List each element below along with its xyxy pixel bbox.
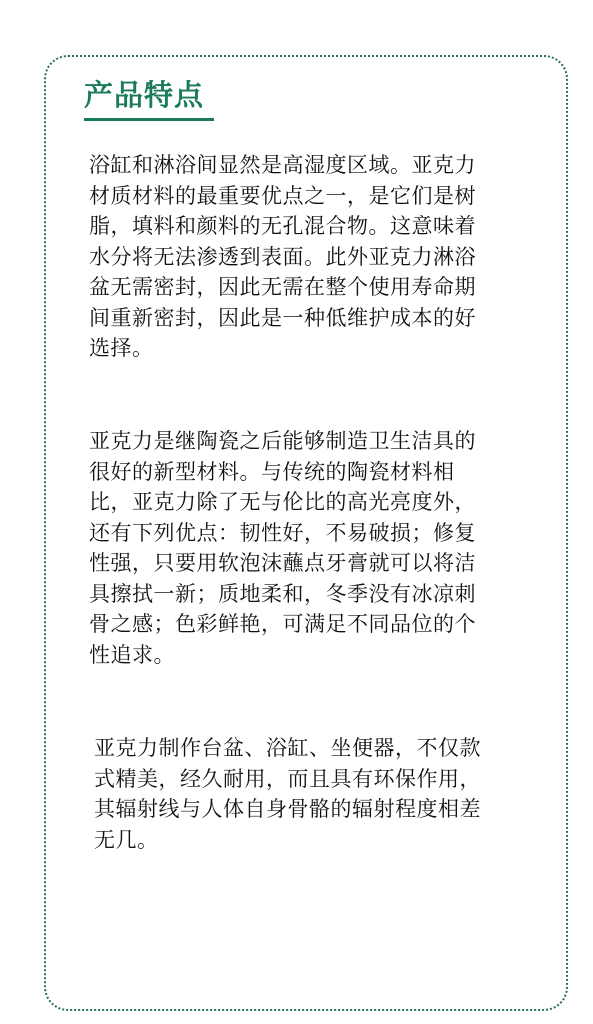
paragraph-line: 浴缸和淋浴间显然是高湿度区域。亚克力 [89, 153, 476, 177]
paragraph-line: 亚克力制作台盆、浴缸、坐便器，不仅款 [94, 736, 481, 760]
paragraph-line: 性强，只要用软泡沫蘸点牙膏就可以将洁 [89, 551, 476, 575]
paragraph-line: 盆无需密封，因此无需在整个使用寿命期 [89, 275, 476, 299]
paragraph-line: 具擦拭一新；质地柔和，冬季没有冰凉刺 [89, 581, 476, 606]
paragraph-line: 还有下列优点：韧性好，不易破损；修复 [89, 520, 476, 545]
paragraph-line: 很好的新型材料。与传统的陶瓷材料相 [89, 459, 455, 484]
paragraph-line: 骨之感；色彩鲜艳，可满足不同品位的个 [89, 612, 476, 636]
paragraph-line: 比，亚克力除了无与伦比的高光亮度外， [89, 490, 476, 514]
heading-underline [84, 118, 214, 121]
paragraph-line: 性追求。 [89, 642, 175, 667]
paragraph-1 [89, 150, 539, 364]
paragraph-2 [89, 426, 539, 670]
paragraph-3 [94, 733, 544, 855]
section-heading: 产品特点 [84, 78, 205, 112]
paragraph-line: 材质材料的最重要优点之一，是它们是树 [89, 183, 476, 208]
paragraph-line: 式精美，经久耐用，而且具有环保作用， [94, 766, 481, 791]
paragraph-line: 无几。 [94, 827, 159, 852]
paragraph-line: 亚克力是继陶瓷之后能够制造卫生洁具的 [89, 429, 476, 453]
paragraph-line: 间重新密封，因此是一种低维护成本的好 [89, 305, 476, 330]
paragraph-line: 水分将无法渗透到表面。此外亚克力淋浴 [89, 244, 476, 269]
paragraph-line: 其辐射线与人体自身骨骼的辐射程度相差 [94, 797, 481, 821]
paragraph-line: 选择。 [89, 336, 154, 360]
paragraph-line: 脂，填料和颜料的无孔混合物。这意味着 [89, 214, 476, 238]
